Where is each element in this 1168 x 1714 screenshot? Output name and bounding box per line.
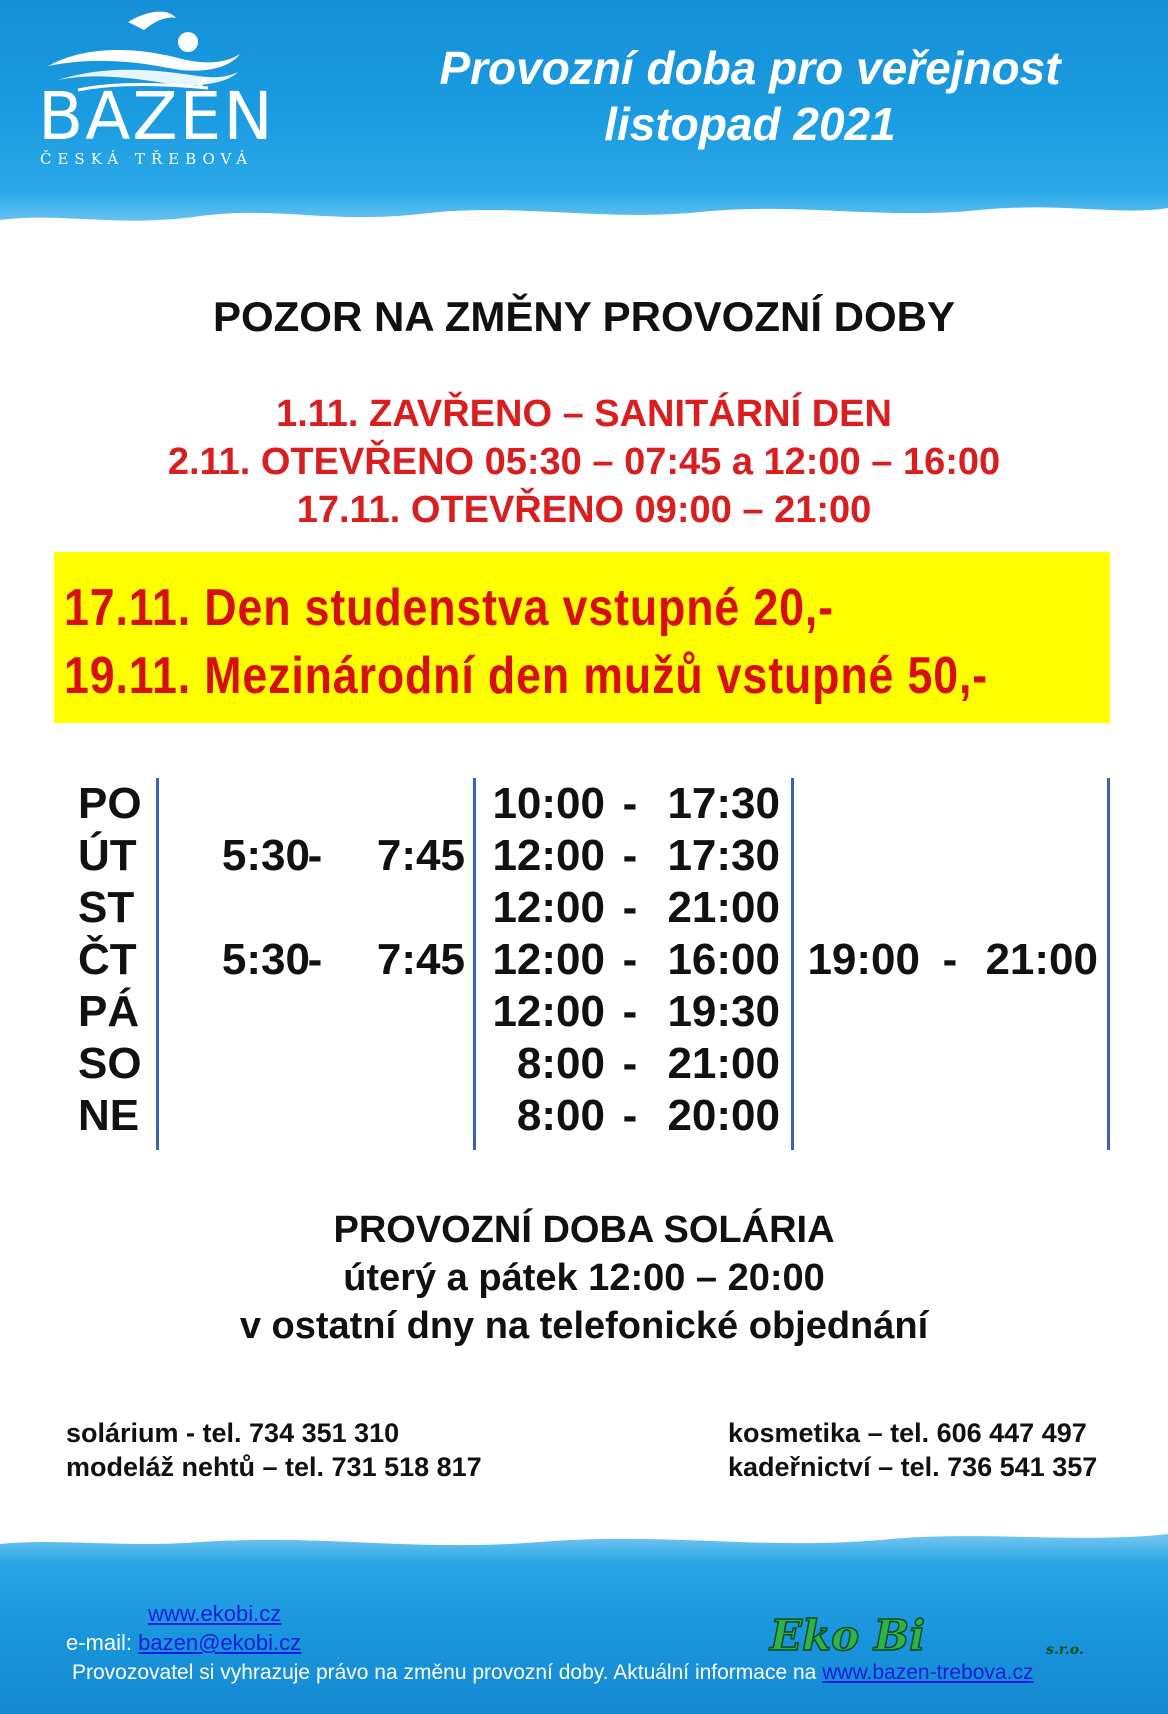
email-link[interactable]: bazen@ekobi.cz — [138, 1630, 302, 1655]
schedule-row — [0, 830, 1168, 882]
day-label: PÁ — [78, 987, 140, 1036]
schedule-row — [0, 1090, 1168, 1142]
time-value: 12:00 — [492, 831, 605, 880]
brush-edge — [0, 1518, 1168, 1558]
change-line: 1.11. ZAVŘENO – SANITÁRNÍ DEN — [276, 393, 892, 435]
logo-subtitle: ČESKÁ TŘEBOVÁ — [40, 150, 254, 168]
time-value: 5:30 — [221, 831, 310, 880]
time-value: 17:30 — [667, 831, 780, 880]
range-dash: - — [942, 935, 958, 984]
schedule-row — [0, 1038, 1168, 1090]
contact-hairdresser: kadeřnictví – tel. 736 541 357 — [728, 1452, 1098, 1482]
range-dash: - — [622, 987, 638, 1036]
time-value: 19:30 — [667, 987, 780, 1036]
time-value: 21:00 — [667, 883, 780, 932]
website-link[interactable]: www.ekobi.cz — [148, 1601, 282, 1626]
time-value: 5:30 — [221, 935, 310, 984]
solarium-title: PROVOZNÍ DOBA SOLÁRIA — [333, 1209, 835, 1251]
opening-hours-table — [0, 778, 1168, 1150]
change-line: 17.11. OTEVŘENO 09:00 – 21:00 — [296, 489, 872, 531]
ekobi-suffix: s.r.o. — [1046, 1642, 1084, 1658]
range-dash: - — [622, 1091, 638, 1140]
bazen-logo — [18, 4, 288, 172]
brush-edge — [0, 172, 1168, 242]
range-dash: - — [622, 779, 638, 828]
email-line — [66, 1632, 301, 1654]
contact-nails: modeláž nehtů – tel. 731 518 817 — [66, 1452, 482, 1482]
title-line-2: listopad 2021 — [604, 98, 896, 150]
range-dash: - — [622, 935, 638, 984]
day-label: SO — [78, 1039, 142, 1088]
time-value: 21:00 — [985, 935, 1098, 984]
time-value: 10:00 — [492, 779, 605, 828]
time-value: 7:45 — [376, 831, 465, 880]
time-value: 12:00 — [492, 935, 605, 984]
schedule-row — [0, 986, 1168, 1038]
ekobi-logo — [766, 1610, 1106, 1660]
time-value: 7:45 — [376, 935, 465, 984]
solarium-days: úterý a pátek 12:00 – 20:00 — [343, 1257, 825, 1299]
offer-line-1: 17.11. Den studenstva vstupné 20,- — [64, 579, 834, 637]
range-dash: - — [622, 1039, 638, 1088]
title-line-1: Provozní doba pro veřejnost — [439, 42, 1061, 94]
time-value: 12:00 — [492, 883, 605, 932]
notice-heading: POZOR NA ZMĚNY PROVOZNÍ DOBY — [212, 293, 956, 340]
day-label: NE — [78, 1091, 140, 1140]
range-dash: - — [622, 883, 638, 932]
time-value: 21:00 — [667, 1039, 780, 1088]
special-offer-box — [54, 552, 1110, 723]
contacts-right — [728, 1416, 1097, 1484]
bazen-website-link[interactable]: www.bazen-trebova.cz — [822, 1661, 1034, 1684]
contacts-left — [66, 1416, 482, 1484]
logo-wordmark: BAZÉN — [38, 78, 275, 155]
day-label: ST — [78, 883, 135, 932]
range-dash: - — [307, 831, 323, 880]
time-value: 17:30 — [667, 779, 780, 828]
solarium-hours — [0, 1206, 1168, 1350]
day-label: ČT — [78, 935, 137, 984]
disclaimer — [72, 1662, 1033, 1683]
email-label: e-mail: — [66, 1630, 139, 1655]
time-value: 12:00 — [492, 987, 605, 1036]
time-value: 8:00 — [516, 1091, 605, 1140]
schedule-changes — [0, 390, 1168, 534]
page-title — [330, 40, 1168, 152]
change-line: 2.11. OTEVŘENO 05:30 – 07:45 a 12:00 – 16:00 — [167, 441, 1001, 483]
day-label: PO — [78, 779, 142, 828]
time-value: 19:00 — [807, 935, 920, 984]
offer-line-2: 19.11. Mezinárodní den mužů vstupné 50,- — [64, 647, 989, 705]
ekobi-wordmark: Eko Bi — [770, 1611, 926, 1660]
range-dash: - — [307, 935, 323, 984]
range-dash: - — [622, 831, 638, 880]
solarium-note: v ostatní dny na telefonické objednání — [239, 1305, 929, 1347]
disclaimer-text: Provozovatel si vyhrazuje právo na změnu provozní doby. Aktuální informace na — [72, 1661, 823, 1684]
contact-cosmetics: kosmetika – tel. 606 447 497 — [728, 1418, 1087, 1448]
contact-solarium: solárium - tel. 734 351 310 — [66, 1418, 400, 1448]
schedule-row — [0, 882, 1168, 934]
schedule-row — [0, 778, 1168, 830]
schedule-row — [0, 934, 1168, 986]
time-value: 8:00 — [516, 1039, 605, 1088]
time-value: 20:00 — [667, 1091, 780, 1140]
day-label: ÚT — [78, 831, 137, 880]
time-value: 16:00 — [667, 935, 780, 984]
